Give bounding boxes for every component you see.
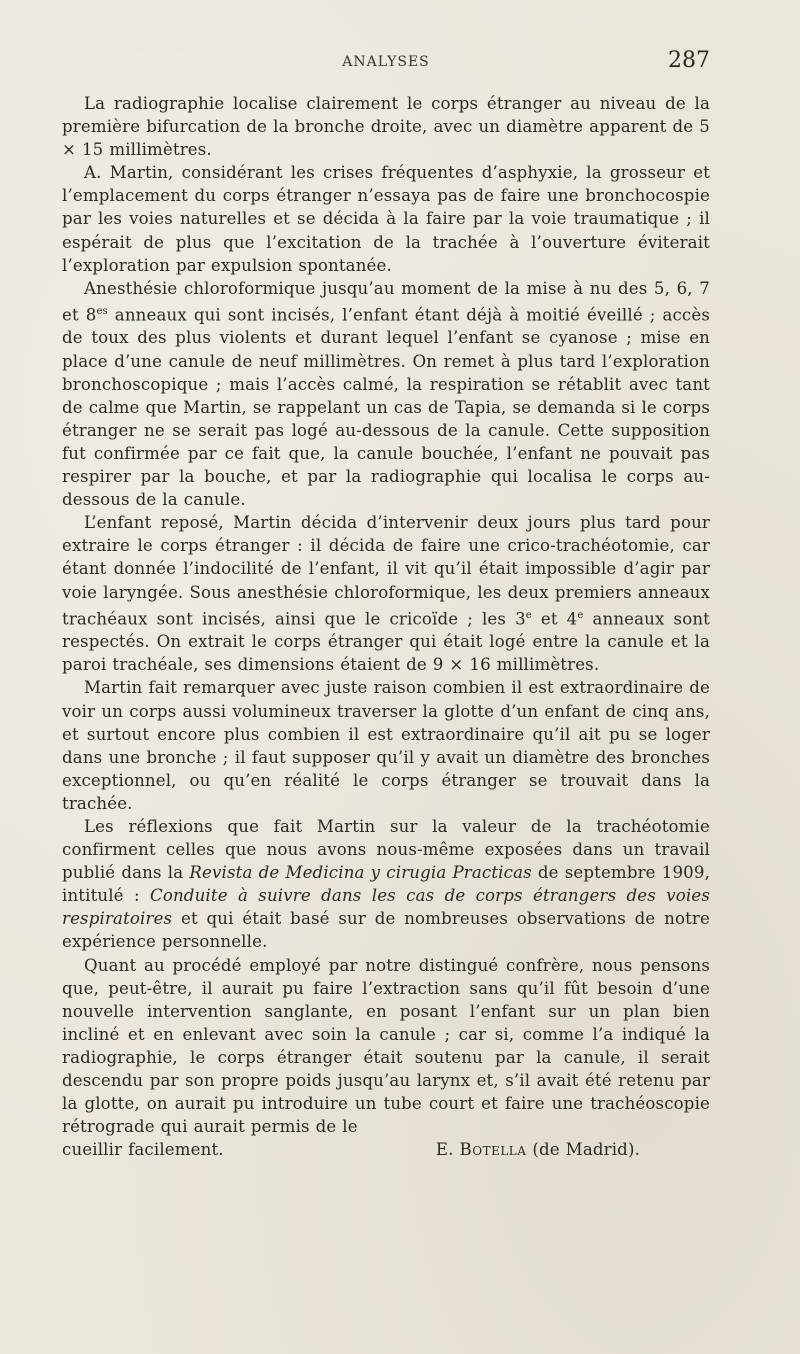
running-head: ANALYSES: [342, 54, 430, 70]
paragraph-3-part-a: Anesthésie chloroformique jusqu’au moment de la mise à nu des 5, 6, 7 et 8: [62, 278, 710, 325]
author-place: (de Madrid).: [532, 1140, 640, 1160]
paragraph-7-last-line: cueillir facilement.: [62, 1140, 224, 1160]
author-initial: E.: [435, 1140, 454, 1160]
paragraph-7: [62, 954, 710, 1139]
author-signature: [436, 1138, 710, 1161]
page-number: 287: [668, 48, 710, 73]
paragraph-4-superscript-2: e: [577, 609, 584, 621]
paragraph-1: La radiographie localise clairement le corps étranger au niveau de la première bifurcation de la bronche droite, avec un diamètre apparent de 5 × 15 millimètres.: [62, 94, 710, 160]
paragraph-2: A. Martin, considérant les crises fréquentes d’asphyxie, la grosseur et l’emplacement du corps étranger n’essaya pas de faire une bronchocospie par les voies naturelles et se décida à la faire par la voie traumatique ; il espérait de plus que l’excitation de la trachée à l’ouverture éviterait l’exploration par expulsion spontanée.: [62, 163, 710, 275]
paragraph-4: [62, 511, 710, 676]
paragraph-4-part-b: et 4: [531, 609, 578, 629]
paragraph-3: [62, 277, 710, 511]
paragraph-6-part-a: Les réflexions que fait Martin sur la valeur de la trachéotomie confirment celles que nous avons nous-même exposées dans un travail publié dans la: [62, 816, 710, 883]
paragraph-7-text: Quant au procédé employé par notre distingué confrère, nous pensons que, peut-être, il aurait pu faire l’extraction sans qu’il fût besoin d’une nouvelle intervention sanglante, en posant l’enfant sur un plan bien incliné et en enlevant avec soin la canule ; car si, comme l’a indiqué la radiographie, le corps étranger était soutenu par la canule, il serait descendu par son propre poids jusqu’au larynx et, s’il avait été retenu par la glotte, on aurait pu introduire un tube court et faire une trachéoscopie rétrograde qui aurait permis de le: [62, 955, 710, 1137]
paragraph-3-superscript: es: [96, 305, 108, 317]
article-body: [62, 92, 710, 1161]
journal-title: Revista de Medicina y cirugia Practicas: [189, 863, 532, 883]
paragraph-4-part-a: L’enfant reposé, Martin décida d’intervenir deux jours plus tard pour extraire le corps étranger : il décida de faire une crico-trachéotomie, car étant donnée l’indocilité de l’enfant, il vit qu’il était impossible d’agir par voie laryngée. Sous anesthésie chloroformique, les deux premiers anneaux trachéaux sont incisés, ainsi que le cricoïde ; les 3: [62, 513, 710, 629]
paragraph-5: Martin fait remarquer avec juste raison combien il est extraordinaire de voir un corps aussi volumineux traverser la glotte d’un enfant de cinq ans, et surtout encore plus combien il est extraordinaire qu’il ait pu se loger dans une bronche ; il faut supposer qu’il y avait un diamètre des bronches exceptionnel, ou qu’en réalité le corps étranger se trouvait dans la trachée.: [62, 678, 710, 813]
paragraph-6-part-b: de septembre 1909, intitulé :: [62, 863, 710, 906]
paragraph-3-part-b: anneaux qui sont incisés, l’enfant étant déjà à moitié éveillé ; accès de toux des plus violents et durant lequel l’enfant se cyanose ; mise en place d’une canule de neuf millimètres. On remet à plus tard l’exploration bronchoscopique ; mais l’accès calmé, la respiration se rétablit avec tant de calme que Martin, se rappelant un cas de Tapia, se demanda si le corps étranger ne se serait pas logé au-dessous de la canule. Cette supposition fut confirmée par ce fait que, la canule bouchée, l’enfant ne pouvait pas respirer par la bouche, et par la radiographie qui localisa le corps au-dessous de la canule.: [62, 305, 711, 510]
paragraph-6-part-c: et qui était basé sur de nombreuses observations de notre expérience personnelle.: [62, 909, 710, 952]
author-name: Botella: [459, 1140, 527, 1160]
paragraph-4-part-c: anneaux sont respectés. On extrait le corps étranger qui était logé entre la canule et la paroi trachéale, ses dimensions étaient de 9 × 16 millimètres.: [62, 609, 710, 675]
paragraph-6: [62, 815, 710, 954]
page-header: [62, 50, 710, 76]
paragraph-4-superscript-1: e: [525, 609, 532, 621]
work-title: Conduite à suivre dans les cas de corps étrangers des voies respiratoires: [62, 886, 710, 929]
signature-line: [62, 1138, 710, 1161]
